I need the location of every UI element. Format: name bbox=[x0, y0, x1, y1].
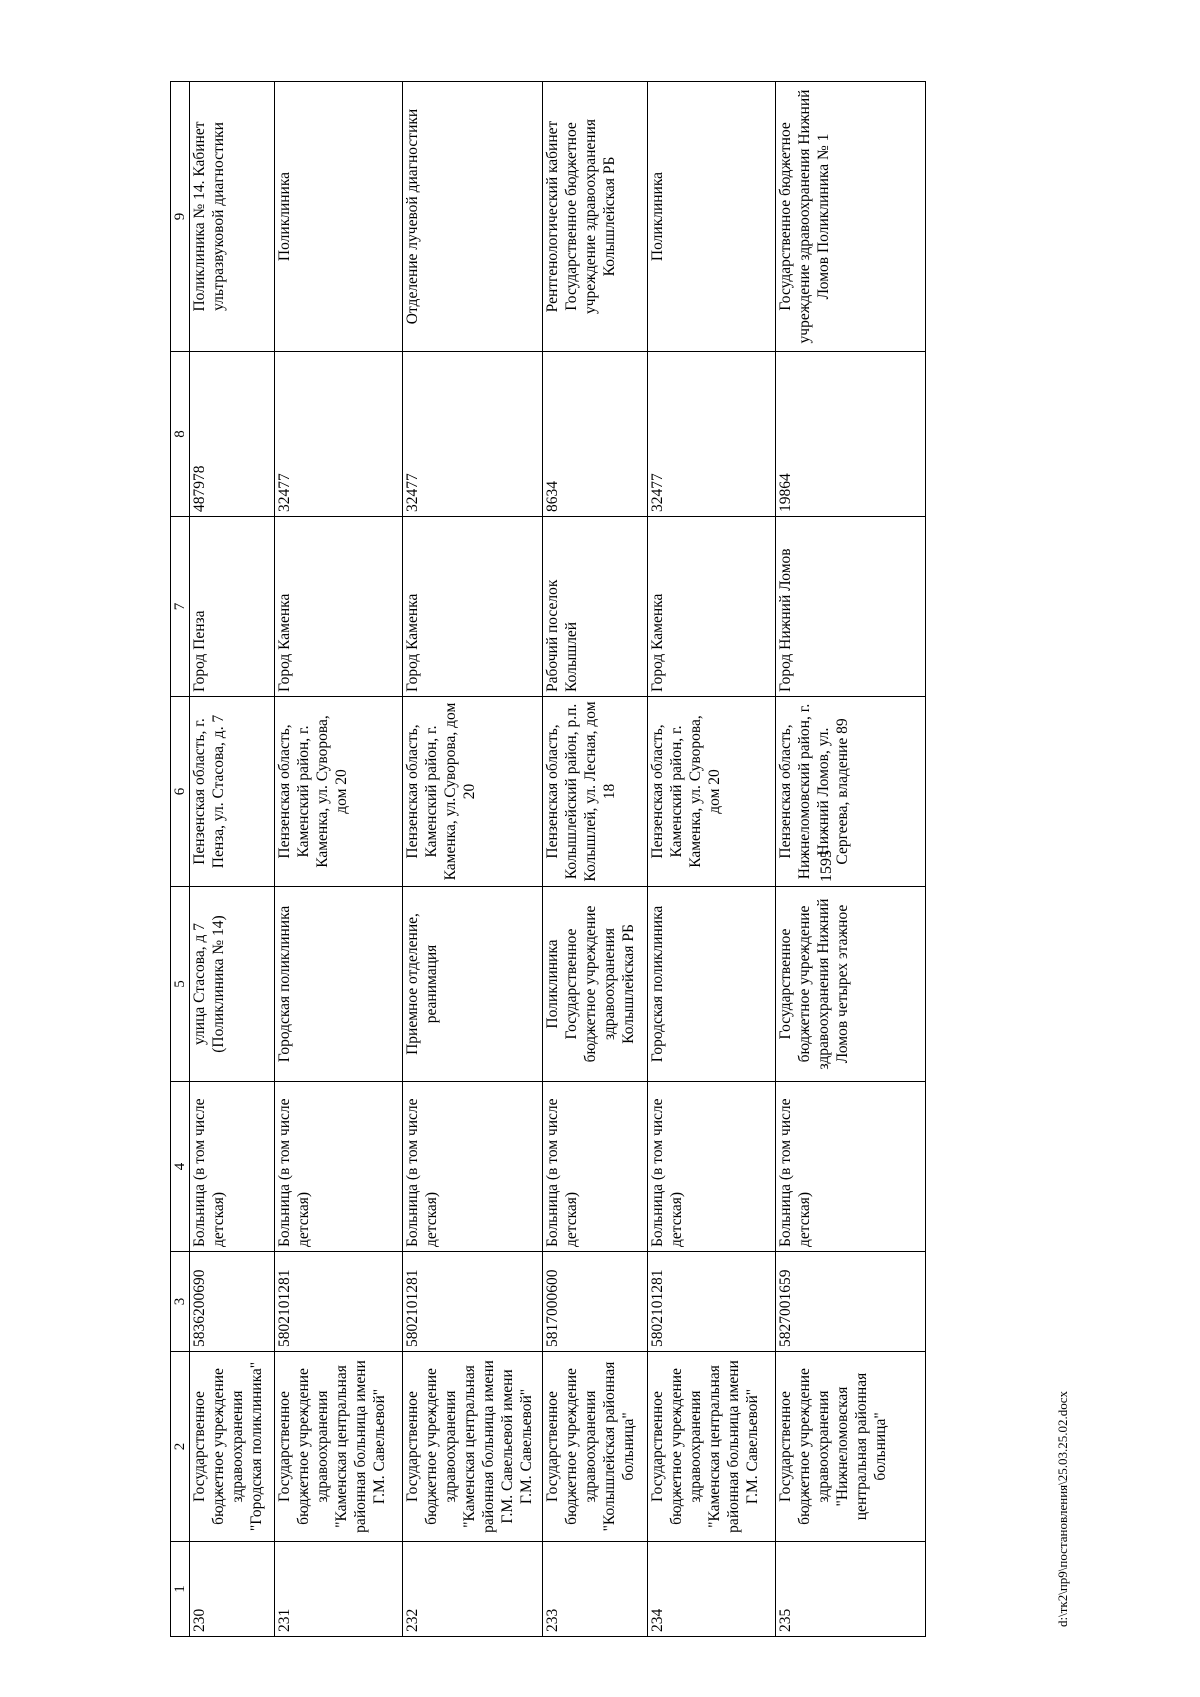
facility-type-cell: Больница (в том числе детская) bbox=[543, 1082, 648, 1252]
facility-type-cell: Больница (в том числе детская) bbox=[403, 1082, 543, 1252]
department-cell: Отделение лучевой диагностики bbox=[403, 82, 543, 352]
column-header: 5 bbox=[171, 887, 190, 1082]
table-row bbox=[776, 82, 926, 1637]
organization-name-cell: Государственное бюджетное учреждение здравоохранения "Нижнеломовская центральная районная больница" bbox=[776, 1352, 926, 1542]
organization-name-cell: Государственное бюджетное учреждение здравоохранения "Городская поликлиника" bbox=[190, 1352, 275, 1542]
population-cell: 32477 bbox=[403, 352, 543, 517]
settlement-cell: Город Нижний Ломов bbox=[776, 517, 926, 697]
population-cell: 19864 bbox=[776, 352, 926, 517]
building-name-cell: Государственное бюджетное учреждение здравоохранения Нижний Ломов четырех этажное bbox=[776, 887, 926, 1082]
organization-name-cell: Государственное бюджетное учреждение здравоохранения "Каменская центральная районная больница имени Г.М. Савельевой имени Г.М. Савельевой" bbox=[403, 1352, 543, 1542]
department-cell: Поликлиника bbox=[648, 82, 776, 352]
facility-type-cell: Больница (в том числе детская) bbox=[648, 1082, 776, 1252]
column-header: 4 bbox=[171, 1082, 190, 1252]
row-number-cell: 233 bbox=[543, 1542, 648, 1637]
address-cell: Пензенская область, Колышлейский район, р.п. Колышлей, ул. Лесная, дом 18 bbox=[543, 697, 648, 887]
population-cell: 32477 bbox=[648, 352, 776, 517]
table-row bbox=[190, 82, 275, 1637]
inn-cell: 5827001659 bbox=[776, 1252, 926, 1352]
inn-cell: 5802101281 bbox=[403, 1252, 543, 1352]
address-cell: Пензенская область, Каменский район, г. Каменка, ул.Суворова, дом 20 bbox=[403, 697, 543, 887]
department-cell: Государственное бюджетное учреждение здравоохранения Нижний Ломов Поликлиника № 1 bbox=[776, 82, 926, 352]
column-header: 9 bbox=[171, 82, 190, 352]
address-cell: Пензенская область, г. Пенза, ул. Стасова, д. 7 bbox=[190, 697, 275, 887]
building-name-cell: Поликлиника Государственное бюджетное учреждение здравоохранения Колышлейская РБ bbox=[543, 887, 648, 1082]
organization-name-cell: Государственное бюджетное учреждение здравоохранения "Каменская центральная районная больница имени Г.М. Савельевой" bbox=[275, 1352, 403, 1542]
address-cell: Пензенская область, Каменский район, г. Каменка, ул. Суворова, дом 20 bbox=[275, 697, 403, 887]
settlement-cell: Город Пенза bbox=[190, 517, 275, 697]
column-number-row bbox=[171, 82, 190, 1637]
settlement-cell: Город Каменка bbox=[275, 517, 403, 697]
inn-cell: 5817000600 bbox=[543, 1252, 648, 1352]
facility-type-cell: Больница (в том числе детская) bbox=[275, 1082, 403, 1252]
facility-type-cell: Больница (в том числе детская) bbox=[190, 1082, 275, 1252]
population-cell: 32477 bbox=[275, 352, 403, 517]
row-number-cell: 234 bbox=[648, 1542, 776, 1637]
column-header: 2 bbox=[171, 1352, 190, 1542]
row-number-cell: 231 bbox=[275, 1542, 403, 1637]
row-number-cell: 230 bbox=[190, 1542, 275, 1637]
column-header: 7 bbox=[171, 517, 190, 697]
inn-cell: 5836200690 bbox=[190, 1252, 275, 1352]
row-number-cell: 232 bbox=[403, 1542, 543, 1637]
column-header: 6 bbox=[171, 697, 190, 887]
building-name-cell: Городская поликлиника bbox=[275, 887, 403, 1082]
table-row bbox=[648, 82, 776, 1637]
page-number: 1595 bbox=[818, 850, 835, 882]
department-cell: Поликлиника № 14. Кабинет ультразвуковой диагностики bbox=[190, 82, 275, 352]
building-name-cell: Городская поликлиника bbox=[648, 887, 776, 1082]
table-row bbox=[275, 82, 403, 1637]
settlement-cell: Город Каменка bbox=[648, 517, 776, 697]
inn-cell: 5802101281 bbox=[275, 1252, 403, 1352]
column-header: 8 bbox=[171, 352, 190, 517]
address-cell: Пензенская область, Каменский район, г. Каменка, ул. Суворова, дом 20 bbox=[648, 697, 776, 887]
file-path-footer: d:\тк2\пр9\постановления\25.03.25.02.docx bbox=[1055, 1390, 1070, 1627]
address-cell: Пензенская область, Нижнеломовский район, г. Нижний Ломов, ул. Сергеева, владение 89 bbox=[776, 697, 926, 887]
settlement-cell: Рабочий поселок Колышлей bbox=[543, 517, 648, 697]
column-header: 1 bbox=[171, 1542, 190, 1637]
table-row bbox=[543, 82, 648, 1637]
settlement-cell: Город Каменка bbox=[403, 517, 543, 697]
registry-table bbox=[170, 81, 926, 1637]
department-cell: Рентгенологический кабинет Государственное бюджетное учреждение здравоохранения Колышлейская РБ bbox=[543, 82, 648, 352]
organization-name-cell: Государственное бюджетное учреждение здравоохранения "Колышлейская районная больница" bbox=[543, 1352, 648, 1542]
inn-cell: 5802101281 bbox=[648, 1252, 776, 1352]
building-name-cell: Приемное отделение, реанимация bbox=[403, 887, 543, 1082]
column-header: 3 bbox=[171, 1252, 190, 1352]
population-cell: 487978 bbox=[190, 352, 275, 517]
row-number-cell: 235 bbox=[776, 1542, 926, 1637]
building-name-cell: улица Стасова, д 7 (Поликлиника № 14) bbox=[190, 887, 275, 1082]
population-cell: 8634 bbox=[543, 352, 648, 517]
department-cell: Поликлиника bbox=[275, 82, 403, 352]
facility-type-cell: Больница (в том числе детская) bbox=[776, 1082, 926, 1252]
table-row bbox=[403, 82, 543, 1637]
organization-name-cell: Государственное бюджетное учреждение здравоохранения "Каменская центральная районная больница имени Г.М. Савельевой" bbox=[648, 1352, 776, 1542]
